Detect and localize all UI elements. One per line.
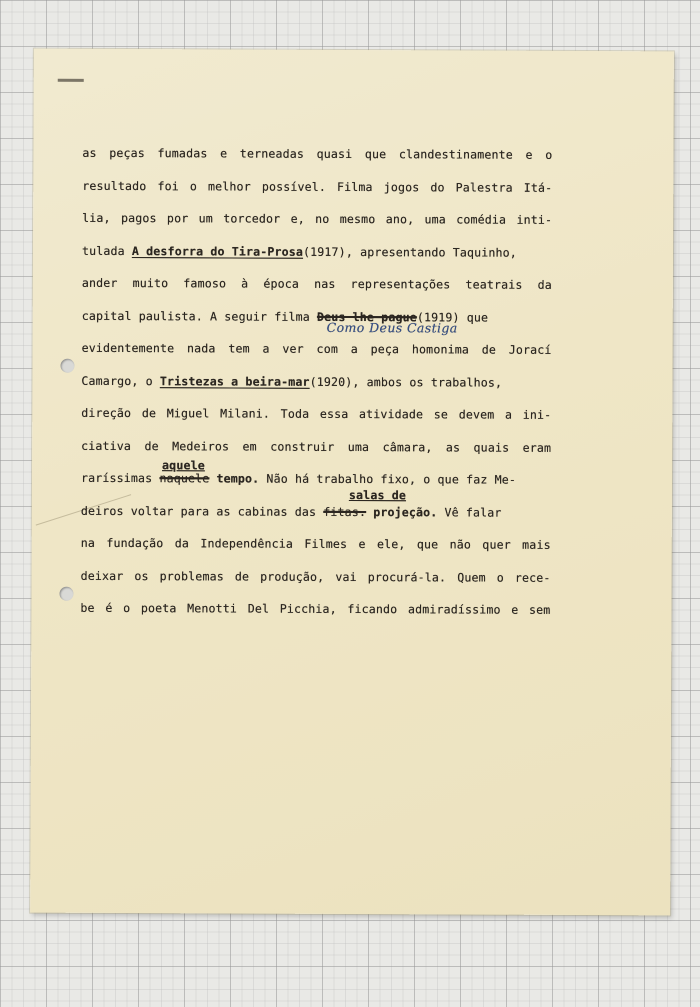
struck-word-fitas: fitas. xyxy=(323,504,367,519)
text-line-6 xyxy=(82,299,552,334)
line-11-start: raríssimas xyxy=(80,470,153,486)
typed-text-body xyxy=(80,137,552,627)
text-line-9: direção de Miguel Milani. Toda essa atividade se devem a ini- xyxy=(81,405,552,422)
text-line-3: lia, pagos por um torcedor e, no mesmo ano, uma comédia inti- xyxy=(82,210,553,227)
line-6-end: (1919) que xyxy=(416,309,489,325)
word-projecao: projeção. xyxy=(373,504,438,519)
typed-page xyxy=(30,49,674,916)
film-title-tristezas: Tristezas a beira-mar xyxy=(159,373,310,389)
text-line-2: resultado foi o melhor possível. Filma jogos do Palestra Itá- xyxy=(82,178,553,195)
line-12-start: deiros voltar para as cabinas das xyxy=(80,503,317,519)
line-4-start: tulada xyxy=(81,243,125,258)
text-line-11 xyxy=(80,458,551,497)
ink-mark xyxy=(58,79,84,82)
text-line-10: ciativa de Medeiros em construir uma câmara, as quais eram xyxy=(81,438,552,455)
text-line-8 xyxy=(81,364,551,399)
text-line-7: evidentemente nada tem a ver com a peça homonima de Jorací xyxy=(81,340,552,357)
text-line-5: ander muito famoso à época nas representações teatrais da xyxy=(81,275,552,292)
typed-insertion-salas-de: salas de xyxy=(348,487,407,502)
line-6-start: capital paulista. A seguir filma xyxy=(81,308,310,324)
punch-hole-top xyxy=(60,359,74,373)
text-line-4 xyxy=(82,234,552,269)
line-8-start: Camargo, o xyxy=(81,373,153,388)
film-title-desforra: A desforra do Tira-Prosa xyxy=(131,243,304,259)
handwritten-correction: Como Deus Castiga xyxy=(326,319,458,335)
text-line-15: be é o poeta Menotti Del Picchia, ficando admiradíssimo e sem xyxy=(80,600,551,617)
typed-insertion-aquele: aquele xyxy=(162,458,205,473)
text-line-14: deixar os problemas de produção, vai procurá-la. Quem o rece- xyxy=(80,568,551,585)
line-8-end: (1920), ambos os trabalhos, xyxy=(309,374,503,390)
struck-word-naquele: naquele xyxy=(159,471,210,486)
line-11-end: Não há trabalho fixo, o que faz Me- xyxy=(266,471,517,487)
punch-hole-bottom xyxy=(59,587,73,601)
text-line-13: na fundação da Independência Filmes e ele, que não quer mais xyxy=(80,535,551,552)
text-line-12 xyxy=(80,487,551,529)
line-4-end: (1917), apresentando Taquinho, xyxy=(303,244,517,260)
text-line-1: as peças fumadas e terneadas quasi que clandestinamente e o xyxy=(82,145,553,162)
film-title-deus-lhe-pague: Deus lhe pague xyxy=(317,309,417,324)
line-12-end: Vê falar xyxy=(444,504,502,520)
word-tempo: tempo. xyxy=(216,471,260,486)
